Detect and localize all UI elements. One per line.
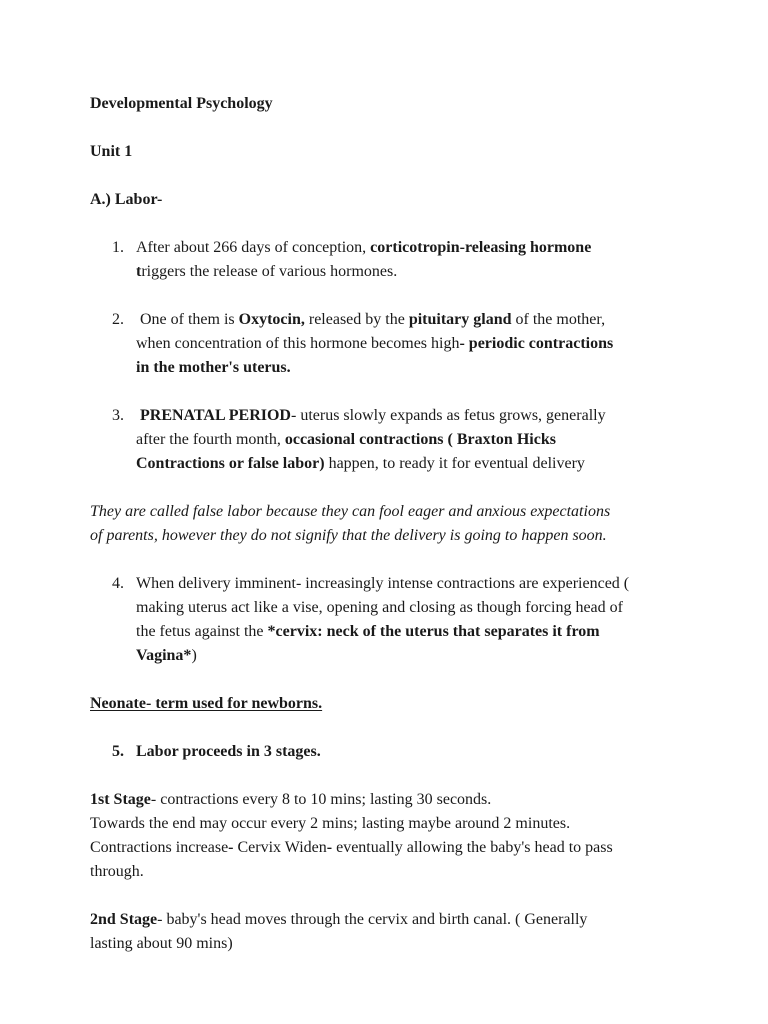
list-number-3: 3.: [112, 407, 124, 424]
list-item-2-line-3: in the mother's uterus.: [136, 359, 291, 376]
neonate-definition: Neonate- term used for newborns.: [90, 695, 323, 712]
unit-heading: Unit 1: [90, 143, 133, 160]
list-item-3-line-2: after the fourth month, occasional contractions ( Braxton Hicks: [136, 431, 556, 448]
list-item-4-line-3: the fetus against the *cervix: neck of the uterus that separates it from: [136, 623, 600, 640]
list-item-4-line-1: When delivery imminent- increasingly intense contractions are experienced (: [136, 575, 630, 592]
italic-note-line-2: of parents, however they do not signify that the delivery is going to happen soon.: [90, 527, 607, 544]
section-heading: A.) Labor-: [90, 191, 163, 208]
list-item-5: Labor proceeds in 3 stages.: [136, 743, 321, 760]
list-number-1: 1.: [112, 239, 124, 256]
list-item-4-line-2: making uterus act like a vise, opening and closing as though forcing head of: [136, 599, 623, 616]
stage-1-line-2: Towards the end may occur every 2 mins; lasting maybe around 2 minutes.: [90, 815, 571, 832]
italic-note-line-1: They are called false labor because they can fool eager and anxious expectations: [90, 503, 611, 520]
stage-2-line-1: 2nd Stage- baby's head moves through the cervix and birth canal. ( Generally: [90, 911, 588, 928]
document-title: Developmental Psychology: [90, 95, 273, 112]
stage-1-line-4: through.: [90, 863, 144, 880]
list-item-2-line-2: when concentration of this hormone becomes high- periodic contractions: [136, 335, 614, 352]
list-item-4-line-4: Vagina*): [136, 647, 197, 664]
list-number-5: 5.: [112, 743, 124, 760]
stage-1-line-3: Contractions increase- Cervix Widen- eventually allowing the baby's head to pass: [90, 839, 613, 856]
stage-1-line-1: 1st Stage- contractions every 8 to 10 mins; lasting 30 seconds.: [90, 791, 492, 808]
list-number-2: 2.: [112, 311, 124, 328]
list-number-4: 4.: [112, 575, 124, 592]
list-item-1-line-1: After about 266 days of conception, corticotropin-releasing hormone: [136, 239, 592, 256]
list-item-3-line-3: Contractions or false labor) happen, to ready it for eventual delivery: [136, 455, 585, 472]
stage-2-line-2: lasting about 90 mins): [90, 935, 233, 952]
list-item-3-line-1: PRENATAL PERIOD- uterus slowly expands as fetus grows, generally: [136, 407, 606, 424]
list-item-2-line-1: One of them is Oxytocin, released by the pituitary gland of the mother,: [136, 311, 606, 328]
list-item-1-line-2: triggers the release of various hormones.: [136, 263, 398, 280]
